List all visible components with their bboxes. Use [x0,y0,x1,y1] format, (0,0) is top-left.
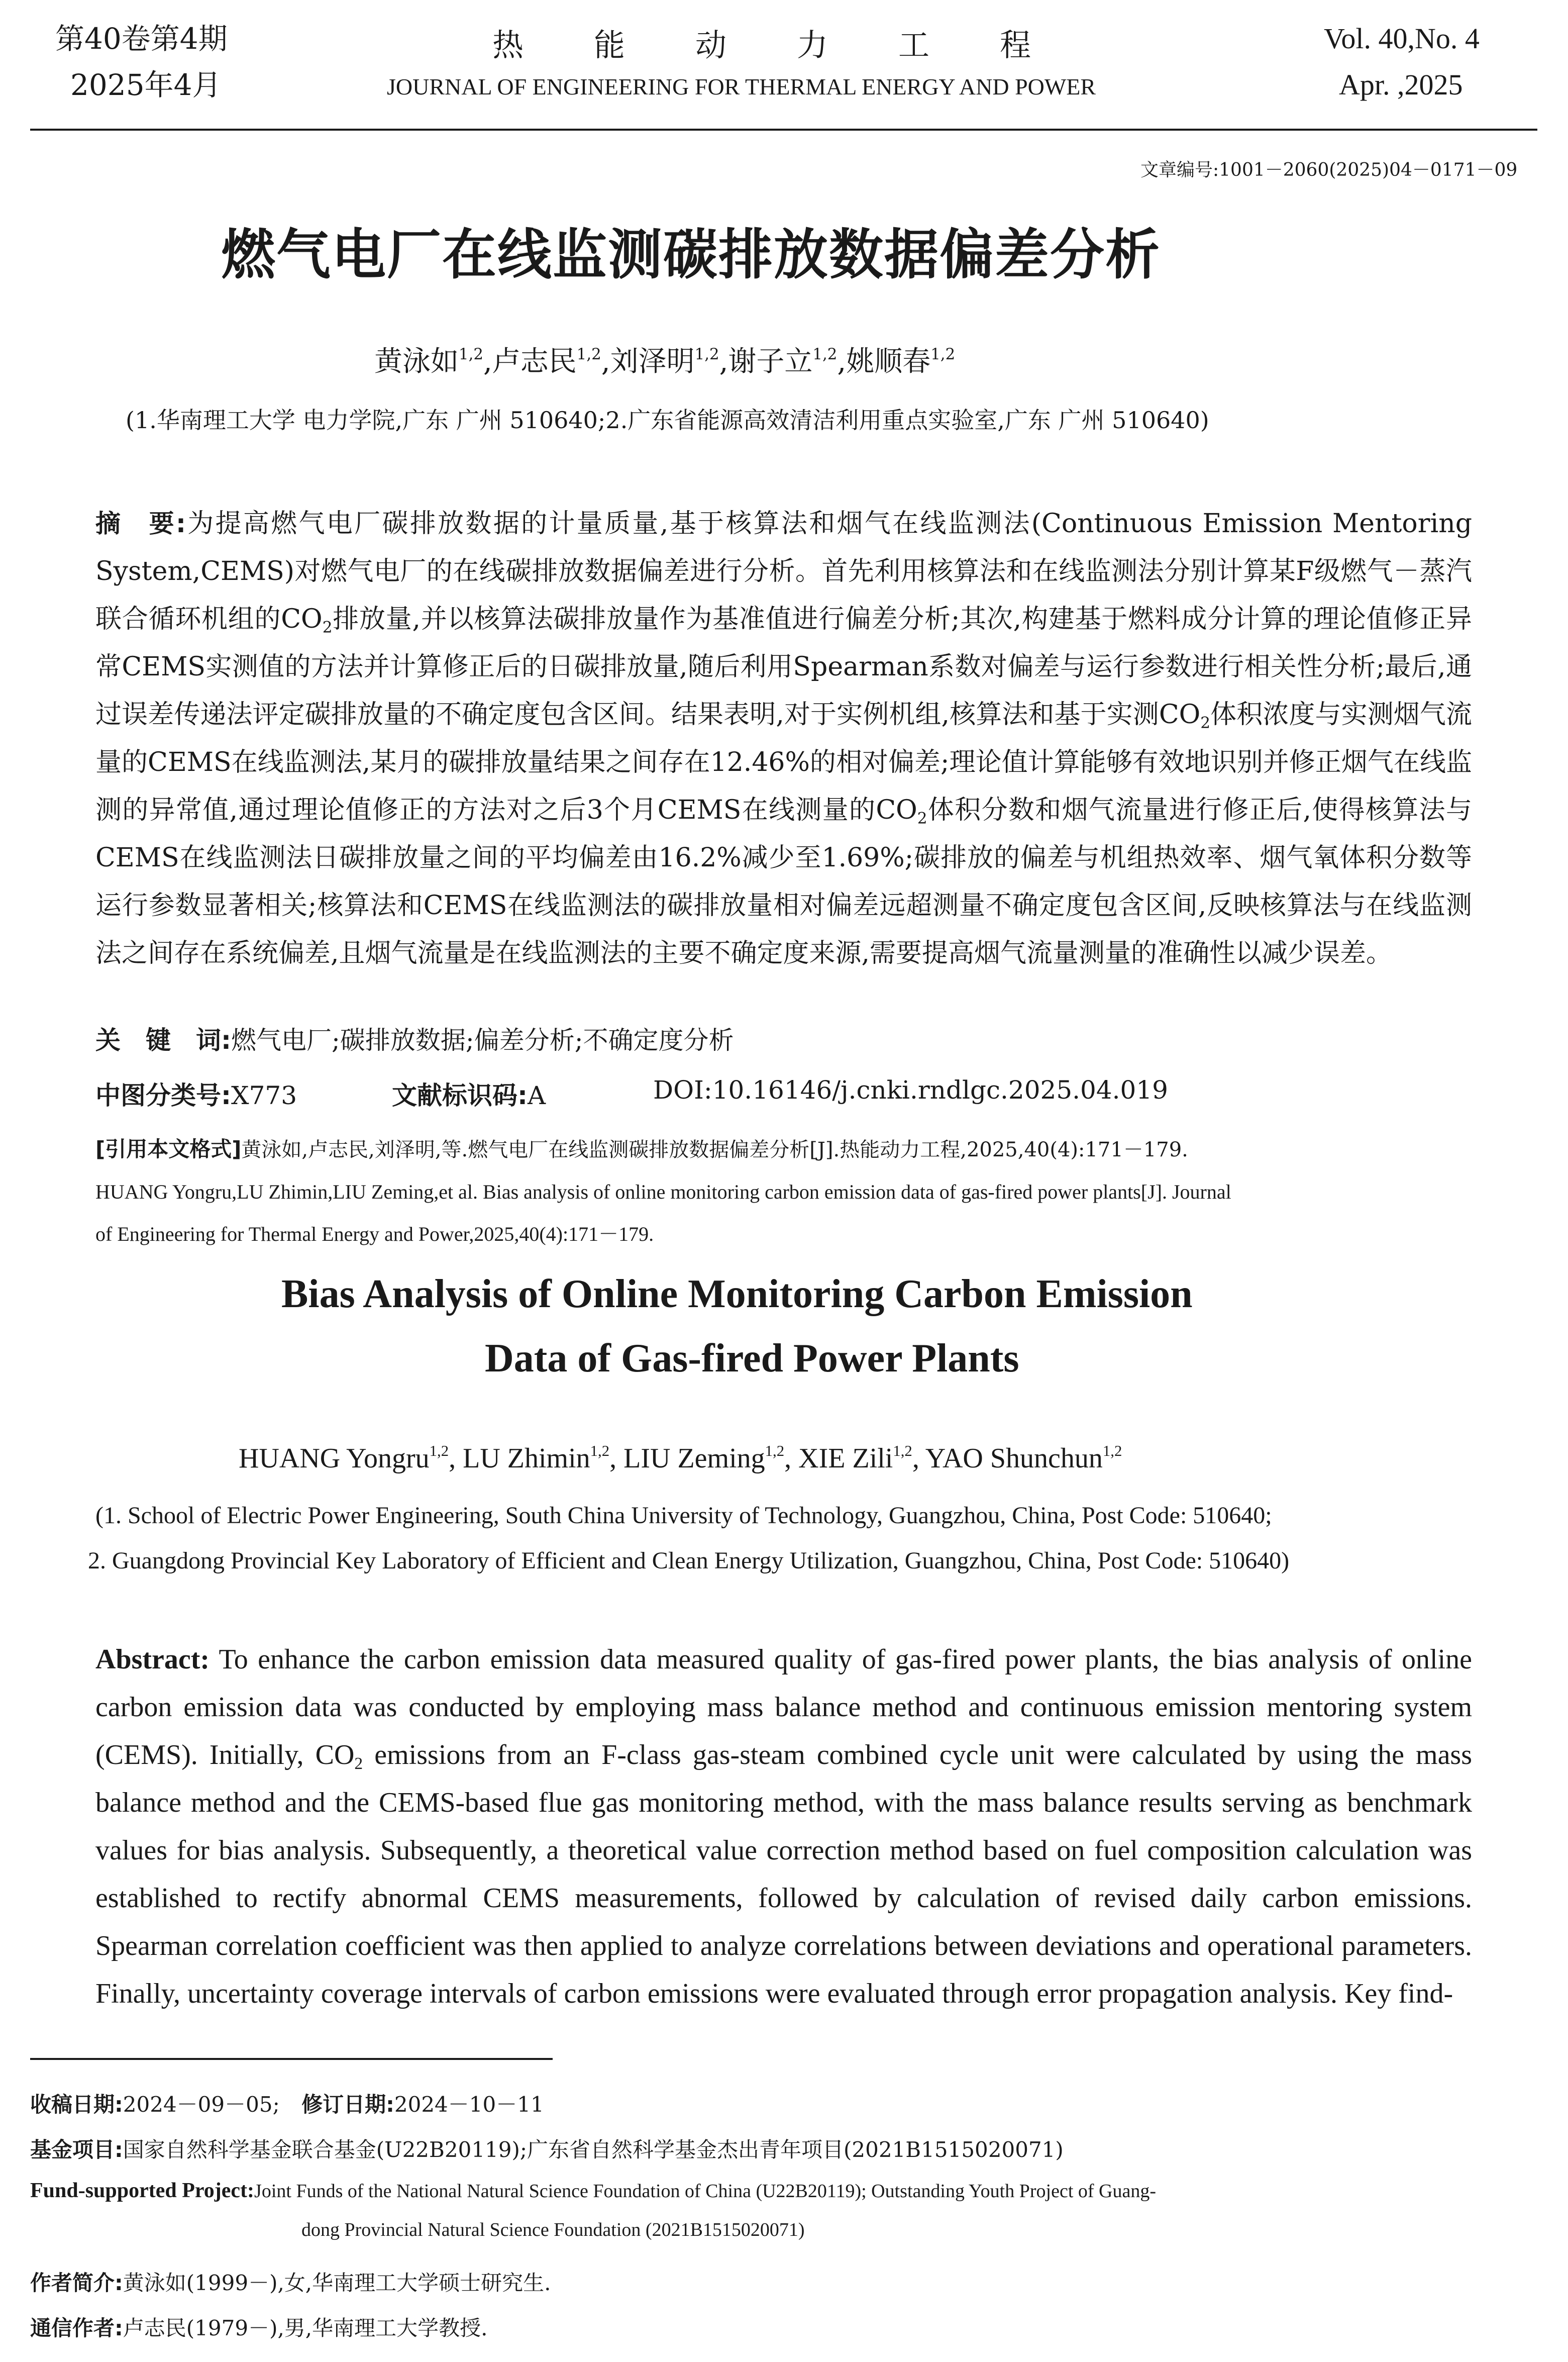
affiliation-en-line1: (1. School of Electric Power Engineering, South China University of Technology, Guangzhou, China, Post Code: 510640; [95,1502,1272,1529]
subscript: 2 [322,618,333,637]
issue-number-cn: 第40卷第4期 [55,22,228,56]
citation-block [95,1128,1472,1255]
abstract-cn-text: 为提高燃气电厂碳排放数据的计量质量,基于核算法和烟气在线监测法(Continuous Emission Mentoring System,CEMS)对燃气电厂的在线碳排放数据偏差进行分析。首先利用核算法和在线监测法分别计算某F级燃气－蒸汽联合循环机组的CO [95,509,1473,634]
issue-date-en: Apr. ,2025 [1339,68,1463,101]
author-en-name: HUANG Yongru [239,1443,430,1474]
document-code-label: 文献标识码: [392,1081,528,1110]
author-en-sup: 1,2 [893,1442,912,1459]
doi: DOI:10.16146/j.cnki.rndlgc.2025.04.019 [653,1075,1168,1105]
revised-date: 2024－10－11 [394,2092,544,2117]
fund-cn-label: 基金项目: [30,2137,123,2162]
clc-value: X773 [231,1081,297,1110]
author-cn-name: 黄泳如 [374,345,459,378]
keywords-cn-label: 关 键 词: [95,1026,231,1055]
title-en-line1: Bias Analysis of Online Monitoring Carbon Emission [281,1272,1193,1316]
journal-name-en: JOURNAL OF ENGINEERING FOR THERMAL ENERGY AND POWER [387,74,1096,100]
header-rule [30,129,1537,131]
author-cn-name: 姚顺春 [846,345,931,378]
fund-en-line1: Joint Funds of the National Natural Science Foundation of China (U22B20119); Outstanding Youth Project of Guang- [254,2181,1156,2202]
abstract-en-label: Abstract: [95,1644,210,1675]
citation-label: [引用本文格式] [95,1137,242,1161]
citation-en-line1: HUANG Yongru,LU Zhimin,LIU Zeming,et al. Bias analysis of online monitoring carbon emission data of gas-fired power plants[J]. Journal [95,1180,1231,1203]
journal-name-cn: 热能动力工程 [492,27,1102,63]
author-cn-sup: 1,2 [930,345,956,363]
author-en-name: XIE Zili [798,1443,893,1474]
author-cn-name: 谢子立 [728,345,813,378]
affiliation-cn: (1.华南理工大学 电力学院,广东 广州 510640;2.广东省能源高效清洁利用重点实验室,广东 广州 510640) [126,407,1209,434]
corresponding-label: 通信作者: [30,2316,123,2340]
citation-en-line2: of Engineering for Thermal Energy and Power,2025,40(4):171－179. [95,1223,654,1245]
received-label: 收稿日期: [30,2092,123,2117]
abstract-cn-label: 摘 要: [95,509,186,538]
subscript: 2 [354,1754,363,1774]
authors-cn: 黄泳如$^{1,2}$,卢志民$^{1,2}$,刘泽明$^{1,2}$,谢子立$^{1,2}$,姚顺春$^{1,2}$ [374,345,956,378]
subscript: 2 [917,809,927,828]
abstract-en-text: emissions from an F-class gas-steam combined cycle unit were calculated by using the mass balance method and the CEMS-based flue gas monitoring method, with the mass balance results serving as benchmark values for bias analysis. Subsequently, a theoretical value correction method based on fuel composition calculation was established to rectify abnormal CEMS measurements, followed by calculation of revised daily carbon emissions. Spearman correlation coefficient was then applied to analyze correlations between deviations and operational parameters. Finally, uncertainty coverage intervals of carbon emissions were evaluated through error propagation analysis. Key find- [95,1739,1473,2009]
keywords-cn-text: 燃气电厂;碳排放数据;偏差分析;不确定度分析 [231,1026,734,1055]
abstract-cn-text: 体积浓度与实测烟气流量的CEMS在线监测法,某月的碳排放量结果之间存在12.46%的相对偏差;理论值计算能够有效地识别并修正烟气在线监测的异常值,通过理论值修正的方法对之后3个月CEMS在线测量的CO [95,700,1472,825]
title-en-line2: Data of Gas-fired Power Plants [485,1336,1019,1381]
author-en-name: YAO Shunchun [925,1443,1103,1474]
clc-label: 中图分类号: [95,1081,231,1110]
authors-en: HUANG Yongru$^{1,2}$, LU Zhimin$^{1,2}$, LIU Zeming$^{1,2}$, XIE Zili$^{1,2}$, YAO Shunchun$^{1,2}$ [239,1442,1122,1474]
volume-en: Vol. 40,No. 4 [1324,22,1480,55]
abstract-cn [95,500,1472,977]
fund-cn-text: 国家自然科学基金联合基金(U22B20119);广东省自然科学基金杰出青年项目(2021B1515020071) [123,2137,1064,2162]
citation-cn-text: 黄泳如,卢志民,刘泽明,等.燃气电厂在线监测碳排放数据偏差分析[J].热能动力工程,2025,40(4):171－179. [241,1138,1188,1161]
document-code-value: A [528,1081,546,1110]
footnote-fund-en [30,2179,1156,2203]
citation-cn [95,1128,1472,1171]
author-en-name: LU Zhimin [463,1443,590,1474]
author-cn-name: 卢志民 [492,345,577,378]
author-bio-label: 作者简介: [30,2271,123,2295]
fund-en-label: Fund-supported Project: [30,2179,255,2202]
author-cn-sup: 1,2 [812,345,838,363]
footnote-dates [30,2088,544,2118]
received-date: 2024－09－05; [123,2092,280,2117]
author-en-sup: 1,2 [429,1442,449,1459]
footnote-corresponding [30,2312,488,2342]
author-bio-text: 黄泳如(1999－),女,华南理工大学硕士研究生. [123,2271,551,2295]
abstract-en [95,1636,1472,2018]
author-cn-sup: 1,2 [694,345,719,363]
author-en-name: LIU Zeming [623,1443,765,1474]
footnote-author-bio [30,2267,551,2297]
document-code [392,1075,546,1112]
article-id: 文章编号:1001－2060(2025)04－0171－09 [1140,160,1518,180]
author-en-sup: 1,2 [765,1442,785,1459]
author-en-sup: 1,2 [590,1442,610,1459]
author-cn-sup: 1,2 [576,345,601,363]
revised-label: 修订日期: [301,2092,394,2117]
corresponding-text: 卢志民(1979－),男,华南理工大学教授. [123,2316,488,2340]
clc-number [95,1075,297,1112]
issue-date-cn: 2025年4月 [70,68,222,102]
abstract-en-text: To enhance the carbon emission data measured quality of gas-fired power plants, the bias analysis of online carbon emission data was conducted by employing mass balance method and continuous emission mentoring system (CEMS). Initially, CO [95,1644,1472,1770]
keywords-cn [95,1020,734,1056]
author-en-sup: 1,2 [1102,1442,1122,1459]
affiliation-en-line2: 2. Guangdong Provincial Key Laboratory of Efficient and Clean Energy Utilization, Guangzhou, China, Post Code: 510640) [88,1547,1290,1574]
footnote-fund-cn [30,2133,1064,2163]
footnote-rule [30,2058,553,2060]
author-cn-sup: 1,2 [459,345,483,363]
author-cn-name: 刘泽明 [610,345,695,378]
fund-en-line2: dong Provincial Natural Science Foundation (2021B1515020071) [301,2219,805,2240]
abstract-cn-text: 体积分数和烟气流量进行修正后,使得核算法与CEMS在线监测法日碳排放量之间的平均偏差由16.2%减少至1.69%;碳排放的偏差与机组热效率、烟气氧体积分数等运行参数显著相关;核算法和CEMS在线监测法的碳排放量相对偏差远超测量不确定度包含区间,反映核算法与在线监测法之间存在系统偏差,且烟气流量是在线监测法的主要不确定度来源,需要提高烟气流量测量的准确性以减少误差。 [95,795,1472,968]
abstract-cn-text: 排放量,并以核算法碳排放量作为基准值进行偏差分析;其次,构建基于燃料成分计算的理论值修正异常CEMS实测值的方法并计算修正后的日碳排放量,随后利用Spearman系数对偏差与运行参数进行相关性分析;最后,通过误差传递法评定碳排放量的不确定度包含区间。结果表明,对于实例机组,核算法和基于实测CO [95,604,1472,730]
subscript: 2 [1200,714,1211,732]
title-cn: 燃气电厂在线监测碳排放数据偏差分析 [221,224,1161,286]
